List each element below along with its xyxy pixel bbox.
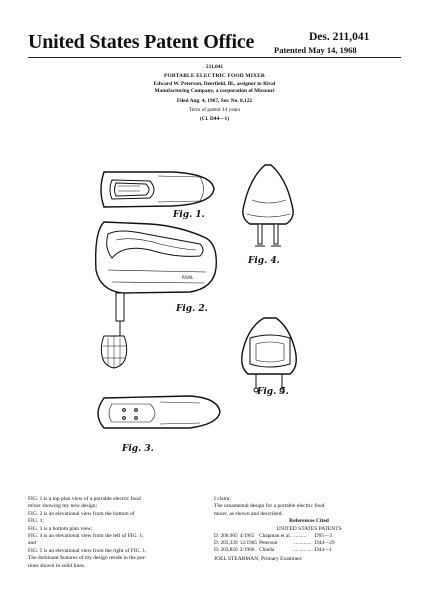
patented-date: Patented May 14, 1968 [274, 45, 357, 55]
table-row [214, 533, 337, 540]
description-line: FIG. 2 is an elevational view from the bottom of [28, 510, 135, 517]
table-row [214, 540, 337, 547]
ref-name: Peterson [259, 540, 278, 547]
description-line: The dominant features of my design reside in the por- [28, 555, 147, 562]
references-subheading: UNITED STATES PATENTS [276, 525, 342, 532]
ref-class: D44—29 [314, 540, 335, 547]
claim-column [214, 496, 404, 563]
fig5-label: Fig. 5. [257, 387, 289, 397]
ref-name: Chapman et al. [259, 533, 291, 540]
inventor-line-1: Edward W. Peterson, Deerfield, Ill., assignor to Rival [153, 81, 276, 87]
ref-date: 4/1965 [239, 533, 255, 540]
ref-dots: ............... [293, 547, 313, 554]
fig1-top-plan-view [101, 172, 214, 207]
description-column [28, 496, 208, 570]
ref-class: D95—3 [314, 533, 332, 540]
ref-number: D. 203,850 [214, 547, 238, 554]
ref-dots: .............. [293, 540, 312, 547]
fig2-side-elevation [96, 222, 217, 368]
claim-heading: I claim: [214, 496, 231, 502]
description-line: FIG. 1 is a top plan view of a portable electric food [28, 496, 141, 502]
ref-date: 2/1966 [239, 547, 255, 554]
term-line: Term of patent 14 years [188, 107, 241, 113]
fig4-label: Fig. 4. [248, 256, 280, 266]
claim-text: The ornamental design for a portable electric food [214, 503, 325, 510]
ref-date: 12/1965 [239, 540, 258, 547]
inventor-line-2: Manufacturing Company, a corporation of Missouri [154, 88, 275, 94]
ref-class: D44—1 [314, 547, 332, 554]
ref-number: D. 200,905 [214, 533, 238, 540]
claim-text: mixer, as shown and described. [214, 510, 283, 517]
ref-dots: .......... [293, 533, 307, 540]
description-line: and [28, 540, 36, 547]
fig1-label: Fig. 1. [173, 210, 205, 220]
patent-number: 211,041 [205, 64, 224, 70]
design-number: Des. 211,041 [309, 31, 370, 43]
fig3-bottom-plan-view [98, 396, 220, 428]
fig5-right-elevation [242, 318, 297, 392]
ref-name: Chieda [259, 547, 275, 554]
table-row [214, 547, 337, 554]
brand-mark: RIVAL [182, 275, 194, 280]
ref-number: D. 203,339 [214, 540, 238, 547]
classification: (Cl. D44—1) [199, 116, 230, 122]
examiner-line: JOEL STEARMAN, Primary Examiner. [214, 556, 303, 563]
patent-office-title: United States Patent Office [28, 31, 255, 53]
references-heading: References Cited [289, 518, 329, 525]
description-line: FIG. 1; [28, 518, 44, 525]
description-line: tions shown in solid lines. [28, 562, 86, 569]
description-line: FIG. 4 is an elevational view from the left of FIG. 1; [28, 533, 144, 540]
description-line: mixer showing my new design; [28, 503, 98, 510]
references-table [214, 533, 337, 554]
fig2-label: Fig. 2. [176, 304, 208, 314]
patent-title: PORTABLE ELECTRIC FOOD MIXER [163, 73, 265, 79]
fig3-label: Fig. 3. [122, 444, 154, 454]
filing-line: Filed Aug. 4, 1967, Ser. No. 8,122 [176, 98, 253, 104]
description-line: FIG. 5 is an elevational view from the right of FIG. 1. [28, 547, 147, 554]
fig4-left-elevation [243, 165, 293, 246]
description-line: FIG. 3 is a bottom plan view; [28, 525, 93, 532]
